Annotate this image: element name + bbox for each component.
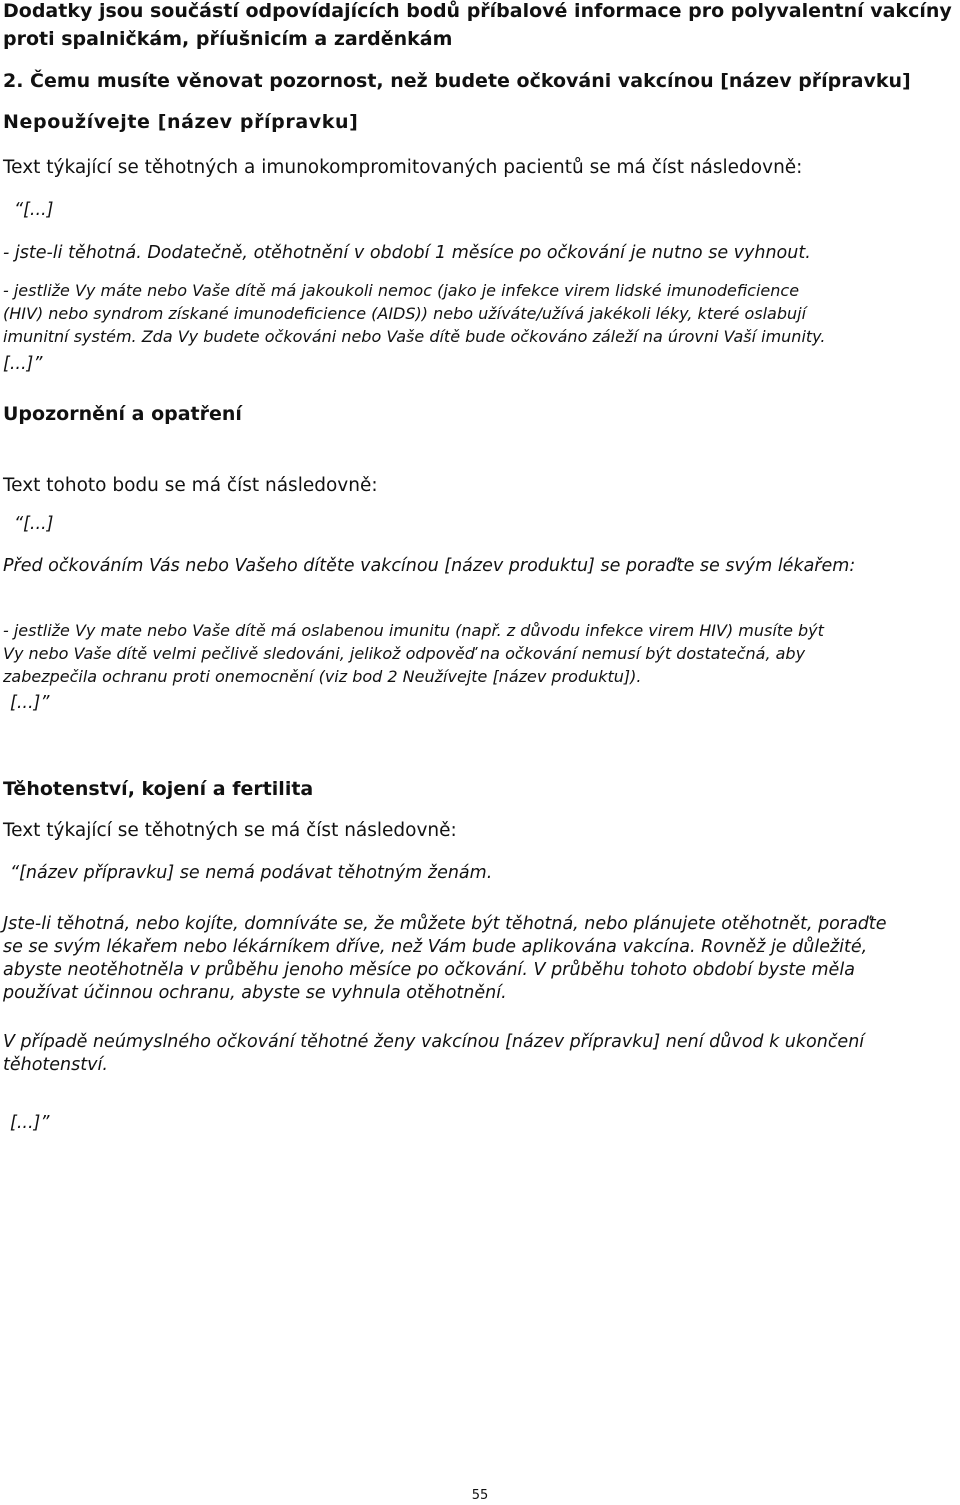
intro-text: Text týkající se těhotných a imunokompromitovaných pacientů se má číst následovně: bbox=[3, 157, 803, 178]
immunity-item-line-2: (HIV) nebo syndrom získané imunodeficience (AIDS)) nebo užíváte/užívá jakékoli léky, které oslabují bbox=[3, 304, 807, 323]
pregnancy-section-heading: Těhotenství, kojení a fertilita bbox=[3, 778, 314, 800]
page-number: 55 bbox=[471, 1488, 489, 1503]
quote-close-ellipsis: [...]” bbox=[10, 1113, 50, 1133]
accidental-vaccination-line-2: těhotenství. bbox=[3, 1055, 108, 1075]
pregnancy-advice-line-1: Jste-li těhotná, nebo kojíte, domníváte se, že můžete být těhotná, nebo plánujete otěhotnět, poraďte bbox=[3, 914, 887, 934]
pregnancy-advice-line-3: abyste neotěhotněla v průběhu jenoho měsíce po očkování. V průběhu tohoto období byste měla bbox=[3, 960, 855, 980]
quote-close-ellipsis: [...]” bbox=[3, 354, 43, 374]
immunity-item-line-3: imunitní systém. Zda Vy budete očkováni nebo Vaše dítě bude očkováno záleží na úrovni Vaší imunity. bbox=[3, 327, 826, 346]
section-heading-2: 2. Čemu musíte věnovat pozornost, než budete očkováni vakcínou [název přípravku] bbox=[3, 70, 911, 92]
accidental-vaccination-line-1: V případě neúmyslného očkování těhotné ženy vakcínou [název přípravku] není důvod k ukončení bbox=[3, 1032, 865, 1052]
before-vaccination-text: Před očkováním Vás nebo Vašeho dítěte vakcínou [název produktu] se poraďte se svým lékařem: bbox=[3, 556, 856, 576]
subheading-nepouzivejte: Nepoužívejte [název přípravku] bbox=[3, 111, 359, 133]
quote-close-ellipsis: [...]” bbox=[10, 693, 50, 713]
quote-open-ellipsis: “[...] bbox=[14, 514, 54, 534]
pregnancy-contraindication: “[název přípravku] se nemá podávat těhotným ženám. bbox=[10, 863, 493, 883]
doc-heading-line-1: Dodatky jsou součástí odpovídajících bodů příbalové informace pro polyvalentní vakcíny bbox=[3, 0, 952, 22]
pregnancy-advice-line-2: se se svým lékařem nebo lékárníkem dříve, než Vám bude aplikována vakcína. Rovněž je důležité, bbox=[3, 937, 868, 957]
quote-open-ellipsis: “[...] bbox=[14, 200, 54, 220]
warnings-heading: Upozornění a opatření bbox=[3, 403, 242, 425]
warnings-intro: Text tohoto bodu se má číst následovně: bbox=[3, 475, 378, 496]
pregnancy-item: - jste-li těhotná. Dodatečně, otěhotnění v období 1 měsíce po očkování je nutno se vyhnout. bbox=[3, 243, 811, 263]
immunity-item-line-1: - jestliže Vy máte nebo Vaše dítě má jakoukoli nemoc (jako je infekce virem lidské imunodeficience bbox=[3, 281, 800, 300]
weak-immunity-line-3: zabezpečila ochranu proti onemocnění (viz bod 2 Neužívejte [název produktu]). bbox=[3, 667, 642, 686]
pregnancy-intro: Text týkající se těhotných se má číst následovně: bbox=[3, 820, 457, 841]
doc-heading-line-2: proti spalničkám, příušnicím a zarděnkám bbox=[3, 28, 453, 50]
weak-immunity-line-1: - jestliže Vy mate nebo Vaše dítě má oslabenou imunitu (např. z důvodu infekce virem HIV) musíte být bbox=[3, 621, 824, 640]
pregnancy-advice-line-4: používat účinnou ochranu, abyste se vyhnula otěhotnění. bbox=[3, 983, 507, 1003]
weak-immunity-line-2: Vy nebo Vaše dítě velmi pečlivě sledováni, jelikož odpověď na očkování nemusí být dostatečná, aby bbox=[3, 644, 806, 663]
